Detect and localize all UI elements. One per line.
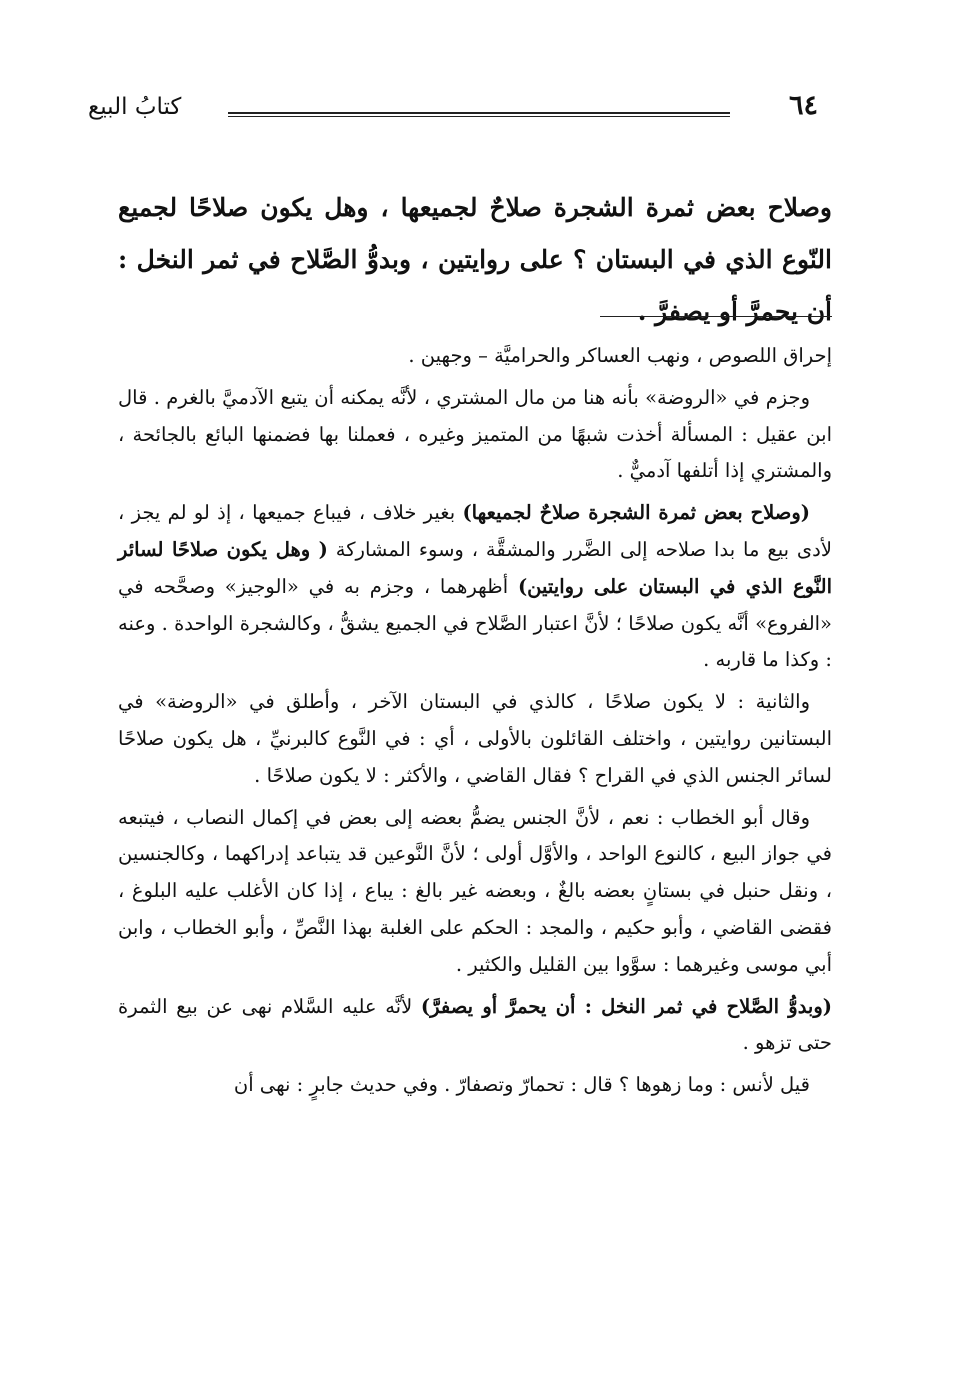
commentary-paragraph-1: إحراق اللصوص ، ونهب العساكر والحراميَّة – وجهين . bbox=[408, 344, 832, 367]
footnote-separator bbox=[600, 316, 832, 317]
commentary-paragraph-5: وقال أبو الخطاب : نعم ، لأنَّ الجنس يضمُّ بعضه إلى بعض في إكمال النصاب ، فيتبعه في جواز البيع ، كالنوع الواحد ، والأوَّل أولى ؛ لأنَّ النَّوعين قد يتباعد إدراكهما ، وكالجنسين ، ونقل حنبل في بستانٍ بعضه بالغٌ ، وبعضه غير بالغ : يباع ، إذا كان الأغلب عليه البلوغ ، فقضى القاضي ، وأبو حكيم ، والمجد : الحكم على الغلبة بهذا النَّصِّ ، وأبو الخطاب ، وابن أبي موسى وغيرهما : سوَّوا بين القليل والكثير . bbox=[118, 805, 832, 976]
matn-text: وصلاح بعض ثمرة الشجرة صلاحٌ لجميعها ، وهل يكون صلاحًا لجميع النّوع الذي في البستان ؟ على روايتين ، وبدوُّ الصَّلاح في ثمر النخل : أن يحمرَّ أو يصفرَّ . bbox=[118, 193, 832, 326]
commentary bbox=[118, 338, 832, 1109]
commentary-paragraph-7: قيل لأنس : وما زهوها ؟ قال : تحمارّ وتصفارّ . وفي حديث جابرٍ : نهى أن bbox=[233, 1073, 810, 1097]
matn-quote-2: ( وهل يكون صلاحًا لسائر النَّوع الذي في البستان على روايتين) bbox=[118, 537, 832, 598]
commentary-text-3a: بغير خلاف ، فيباع جميعها ، إذ لو لم يجز ، لأدى بيع ما بدا صلاحه إلى الضَّرر والمشقَّة ، وسوء المشاركة bbox=[118, 501, 832, 561]
commentary-paragraph-3 bbox=[118, 495, 832, 679]
commentary-paragraph-6 bbox=[118, 989, 832, 1063]
matn-quote-3: (وبدوُّ الصَّلاح في ثمر النخل : أن يحمرَّ أو يصفرَّ) bbox=[420, 994, 833, 1018]
commentary-text-3b: أظهرهما ، وجزم به في «الوجيز» وصحَّحه في «الفروع» أنَّه يكون صلاحًا ؛ لأنَّ اعتبار الصَّلاح في الجميع يشقُّ ، وكالشجرة الواحدة . وعنه : وكذا ما قاربه . bbox=[118, 574, 832, 672]
commentary-paragraph-2: وجزم في «الروضة» بأنه هنا من مال المشتري ، لأنَّه يمكنه أن يتبع الآدميَّ بالغرم . قال ابن عقيل : المسألة أخذت شبهًا من المتميز وغيره ، فعملنا بها فضمنها البائع بالجائحة ، والمشتري إذا أتلفها آدميٌّ . bbox=[118, 385, 832, 483]
book-title: كتابُ البيع bbox=[88, 94, 182, 120]
page-header bbox=[88, 90, 818, 134]
header-rule bbox=[228, 112, 730, 117]
page-number: ٦٤ bbox=[788, 90, 818, 121]
matn-quote-1: (وصلاح بعض ثمرة الشجرة صلاحٌ لجميعها) bbox=[462, 501, 810, 525]
commentary-text-6: لأنَّه عليه السَّلام نهى عن بيع الثمرة حتى تزهو . bbox=[118, 994, 832, 1055]
commentary-paragraph-4: والثانية : لا يكون صلاحًا ، كالذي في البستان الآخر ، وأطلق في «الروضة» في البستانين روايتين ، واختلف القائلون بالأولى ، أي : في النَّوع كالبرنيِّ ، هل يكون صلاحًا لسائر الجنس الذي في القراح ؟ فقال القاضي ، والأكثر : لا يكون صلاحًا . bbox=[118, 690, 832, 787]
